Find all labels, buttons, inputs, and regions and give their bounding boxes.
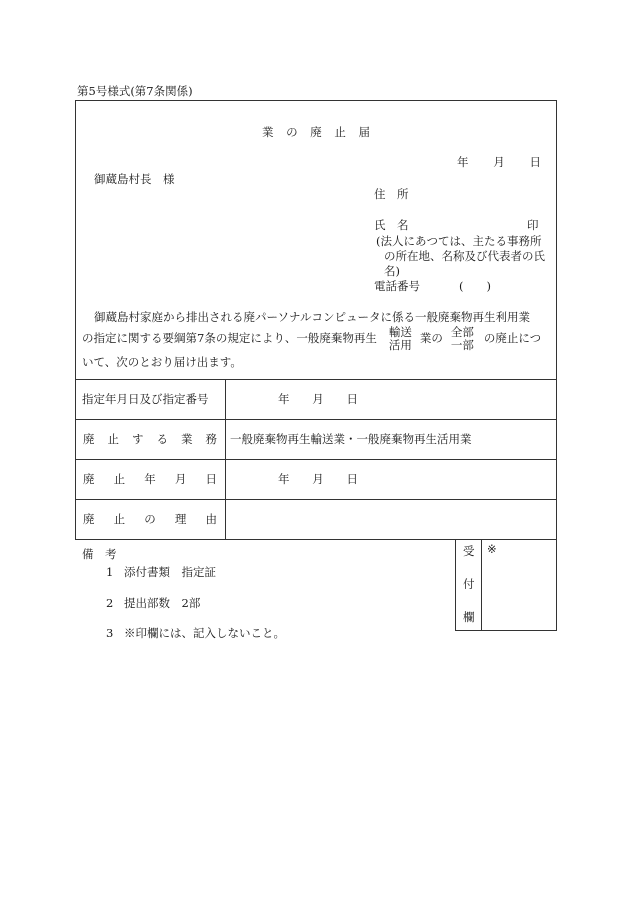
table-column-divider: [225, 379, 226, 540]
day-label: 日: [346, 472, 358, 486]
body-text: 業の: [419, 331, 443, 346]
submission-date: [457, 156, 541, 170]
remark-number: 3: [106, 626, 114, 640]
label-char: 業: [181, 432, 193, 446]
table-divider: [75, 419, 557, 420]
business-value: 一般廃棄物再生輸送業・一般廃棄物再生活用業: [230, 432, 472, 446]
remark-number: 1: [106, 565, 114, 579]
reception-mark: ※: [487, 542, 497, 556]
reception-label-char: 欄: [463, 610, 475, 624]
body-text: の廃止につ: [483, 331, 542, 346]
title-char: の: [286, 125, 298, 139]
designation-date: [278, 393, 358, 407]
body-line-3: いて、次のとおり届け出ます。: [82, 355, 242, 369]
business-label: [83, 433, 217, 447]
day-label: 日: [529, 155, 541, 169]
phone-parentheses: ( ): [459, 279, 491, 293]
remark-number: 2: [106, 596, 114, 610]
address-label: 住 所: [374, 187, 409, 201]
title-char: 届: [358, 125, 370, 139]
remark-text: ※印欄には、記入しないこと。: [124, 626, 285, 640]
designation-label: 指定年月日及び指定番号: [82, 392, 209, 406]
table-divider: [75, 379, 557, 380]
addressee: 御蔵島村長 様: [94, 172, 175, 186]
label-char: の: [144, 512, 156, 526]
label-char: 理: [174, 512, 187, 526]
label-char: 月: [174, 472, 187, 486]
reception-label-char: 受: [463, 544, 475, 558]
title-char: 廃: [310, 125, 322, 139]
phone-label: 電話番号: [374, 279, 420, 293]
name-label: 氏 名: [374, 218, 409, 232]
body-line-1: 御蔵島村家庭から排出される廃パーソナルコンピュータに係る一般廃棄物再生利用業: [94, 310, 530, 324]
form-number: 第5号様式(第7条関係): [77, 84, 193, 98]
seal-label: 印: [527, 218, 539, 232]
corporation-note-line: の所在地、名称及び代表者の氏: [384, 249, 545, 263]
year-label: 年: [278, 472, 290, 486]
label-char: 日: [205, 472, 217, 486]
year-label: 年: [457, 155, 469, 169]
label-char: 由: [205, 512, 217, 526]
abolish-date-value: [278, 473, 358, 487]
reason-label: [83, 513, 217, 527]
remark-text: 提出部数 2部: [124, 596, 201, 610]
form-title: [262, 126, 370, 140]
title-char: 業: [262, 125, 274, 139]
all-part-option: [451, 326, 474, 352]
label-char: 年: [144, 472, 156, 486]
remark-text: 添付書類 指定証: [124, 565, 216, 579]
label-char: 止: [107, 432, 119, 446]
label-char: る: [156, 432, 168, 446]
title-char: 止: [334, 125, 346, 139]
option-top: 全部: [450, 324, 474, 339]
table-divider: [75, 459, 557, 460]
reception-label-char: 付: [463, 577, 475, 591]
day-label: 日: [346, 392, 358, 406]
option-top: 輸送: [388, 324, 412, 339]
label-char: 止: [113, 472, 126, 486]
option-bottom: 一部: [450, 338, 474, 352]
month-label: 月: [312, 472, 324, 486]
label-char: 務: [205, 432, 217, 446]
body-text: の指定に関する要綱第7条の規定により、一般廃棄物再生: [82, 331, 377, 346]
corporation-note-line: 名): [384, 264, 400, 278]
corporation-note-line: (法人にあつては、主たる事務所: [376, 234, 542, 248]
month-label: 月: [312, 392, 324, 406]
body-line-2: [82, 324, 541, 354]
table-divider: [75, 499, 557, 500]
remarks-heading: 備 考: [82, 547, 117, 561]
label-char: 廃: [83, 512, 95, 526]
label-char: 廃: [83, 472, 95, 486]
month-label: 月: [493, 155, 505, 169]
transport-use-option: [389, 326, 412, 352]
label-char: 止: [113, 512, 126, 526]
year-label: 年: [278, 392, 290, 406]
option-bottom: 活用: [388, 338, 412, 352]
abolish-date-label: [83, 473, 217, 487]
reception-divider: [481, 539, 482, 631]
label-char: す: [132, 432, 144, 446]
label-char: 廃: [83, 432, 95, 446]
